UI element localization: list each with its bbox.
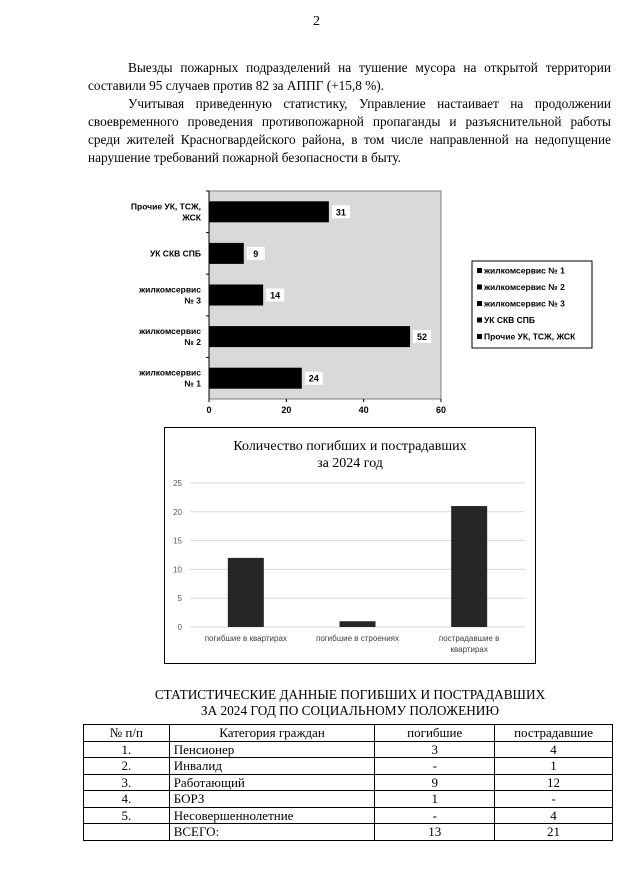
table-row [84,758,613,775]
row-dead: 9 [375,774,495,791]
paragraph-2: Учитывая приведенную статистику, Управление настаивает на продолжении своевременного проведения противопожарной пропаганды и разъяснительной работы среди жителей Красногвардейского района, в том числе направленной на недопущение нарушение требований пожарной безопасности в быту. [88,96,611,165]
x-tick-label: 20 [281,405,292,415]
row-dead: 3 [375,741,495,758]
row-injured: 4 [495,741,613,758]
table-row [84,791,613,808]
row-number: 3. [84,774,170,791]
row-category: Пенсионер [169,741,375,758]
header-injured: пострадавшие [495,725,613,742]
table-total-row [84,824,613,841]
data-label: 9 [253,248,259,259]
table-row [84,741,613,758]
legend-label: УК СКВ СПБ [484,315,536,325]
category-label: пострадавшие в [438,634,500,643]
x-tick-label: 60 [435,405,447,415]
y-tick-label: 0 [177,623,182,632]
row-injured: - [495,791,613,808]
legend-label: жилкомсервис № 3 [484,298,565,309]
bar [209,368,302,389]
legend-swatch [477,318,482,323]
y-tick-label: 20 [173,507,182,517]
legend-swatch [477,268,482,273]
table-row [84,807,613,824]
category-label: квартирах [450,645,488,654]
data-label: 24 [308,373,319,384]
row-injured: 4 [495,807,613,824]
header-number: № п/п [84,725,170,742]
legend-label: Прочие УК, ТСЖ, ЖСК [484,331,576,342]
row-category: ВСЕГО: [169,824,375,841]
row-injured: 21 [495,824,613,841]
category-label: № 2 [184,337,201,348]
casualties-chart-frame [164,427,536,664]
row-dead: 1 [375,791,495,808]
casualties-bar-chart [165,428,535,663]
social-status-table [83,724,613,841]
y-tick-label: 15 [173,536,182,546]
y-tick-label: 5 [177,594,182,604]
row-category: Инвалид [169,758,375,775]
legend-swatch [477,334,482,339]
y-tick-label: 10 [173,565,182,575]
legend-swatch [477,301,482,306]
category-label: погибшие в строениях [315,634,400,643]
row-injured: 1 [495,758,613,775]
table-title-line-2: ЗА 2024 ГОД ПО СОЦИАЛЬНОМУ ПОЛОЖЕНИЮ [200,703,500,718]
category-label: Прочие УК, ТСЖ, [130,201,201,212]
paragraph-1: Выезды пожарных подразделений на тушение мусора на открытой территории составили 95 случаев против 82 за АППГ (+15,8 %). [88,60,611,93]
x-tick-label: 40 [358,405,369,415]
bar [340,621,376,627]
bar [209,285,263,306]
table-title-line-1: СТАТИСТИЧЕСКИЕ ДАННЫЕ ПОГИБШИХ И ПОСТРАДАВШИХ [154,687,546,702]
table-header-row [84,725,613,742]
legend-label: жилкомсервис № 1 [484,265,565,276]
x-tick-label: 0 [206,405,212,415]
bar [209,326,410,347]
row-category: БОРЗ [169,791,375,808]
category-label: жилкомсервис [139,367,201,378]
data-label: 52 [417,332,428,343]
page-number: 2 [313,14,320,29]
row-number: 2. [84,758,170,775]
legend-label: жилкомсервис № 2 [484,282,565,292]
chart-title: за 2024 год [317,456,383,471]
housing-services-bar-chart [88,185,608,415]
row-dead: - [375,758,495,775]
legend-swatch [477,285,482,290]
row-dead: - [375,807,495,824]
data-label: 31 [335,207,346,218]
bar [228,558,264,627]
category-label: ЖСК [182,212,201,223]
header-dead: погибшие [375,725,495,742]
row-dead: 13 [375,824,495,841]
category-label: № 3 [184,295,201,306]
data-label: 14 [270,290,281,301]
category-label: жилкомсервис [139,326,201,337]
category-label: жилкомсервис [139,284,201,295]
bar [209,243,244,264]
category-label: УК СКВ СПБ [149,248,201,259]
header-category: Категория граждан [169,725,375,742]
bar [209,201,329,222]
row-number: 5. [84,807,170,824]
category-label: погибшие в квартирах [204,634,287,643]
category-label: № 1 [184,378,201,389]
chart-title: Количество погибших и пострадавших [233,439,467,454]
row-number [84,824,170,841]
bar [451,506,487,627]
row-injured: 12 [495,774,613,791]
table-row [84,774,613,791]
y-tick-label: 25 [173,479,182,488]
row-category: Работающий [169,774,375,791]
row-category: Несовершеннолетние [169,807,375,824]
row-number: 1. [84,741,170,758]
row-number: 4. [84,791,170,808]
